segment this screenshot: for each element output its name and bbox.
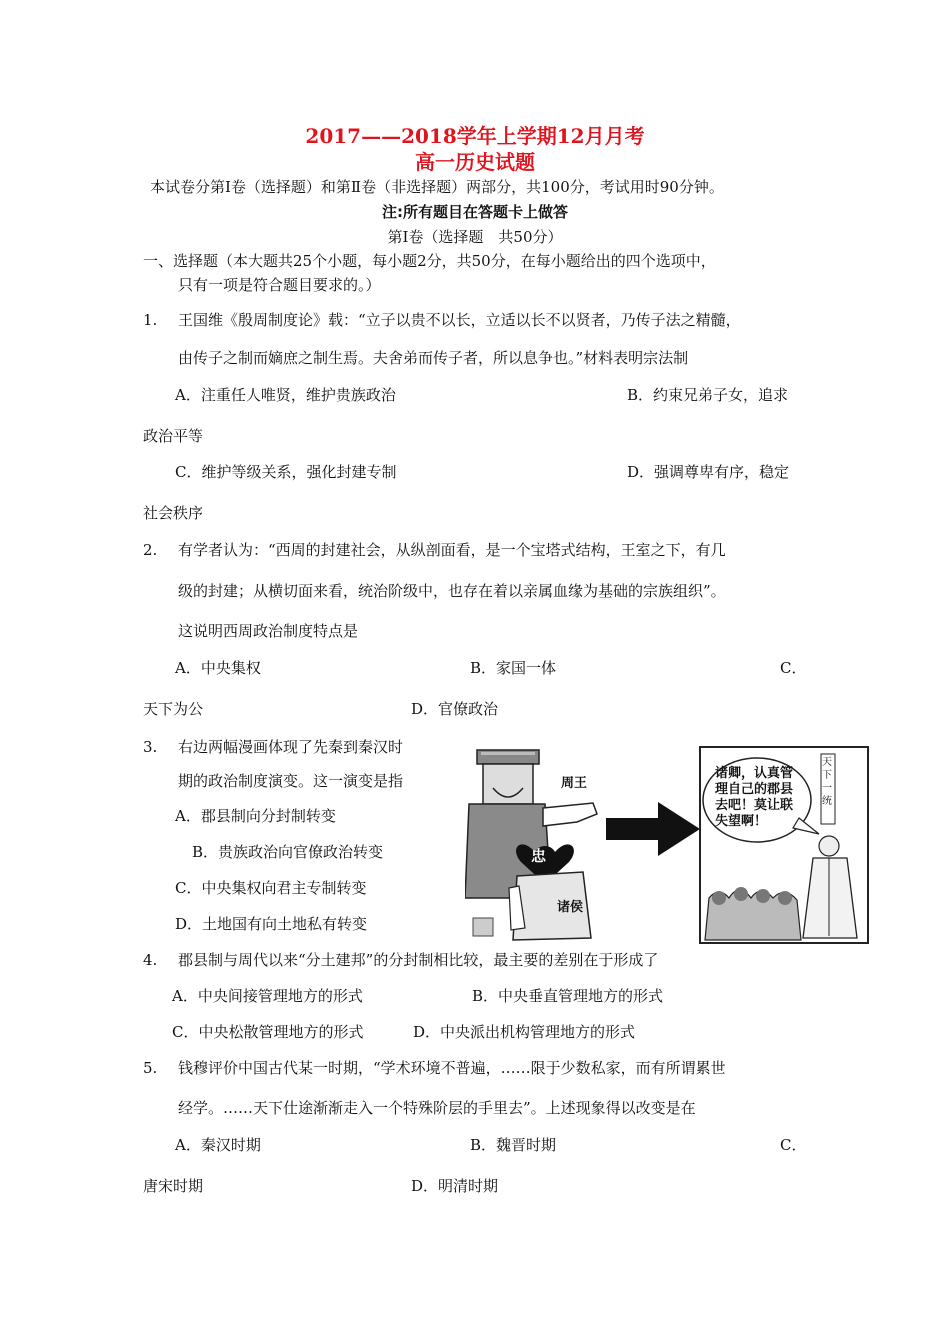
q2-option-d[interactable]: D．官僚政治 — [411, 700, 499, 718]
q1-number: 1. — [143, 311, 158, 329]
q1-option-a[interactable]: A．注重任人唯贤，维护贵族政治 — [175, 386, 396, 404]
q1-option-b[interactable]: B．约束兄弟子女，追求 — [627, 386, 789, 404]
q1-option-b-continued: 政治平等 — [143, 427, 204, 445]
q2-stem-line-1: 有学者认为：“西周的封建社会，从纵剖面看，是一个宝塔式结构，王室之下，有几 — [178, 541, 726, 559]
q2-option-a[interactable]: A．中央集权 — [175, 659, 261, 677]
q4-option-b[interactable]: B．中央垂直管理地方的形式 — [472, 987, 664, 1005]
cartoon-speech-line-1: 诸卿，认真管 — [715, 766, 794, 781]
q5-option-a[interactable]: A．秦汉时期 — [175, 1136, 261, 1154]
q3-option-c[interactable]: C．中央集权向君主专制转变 — [175, 879, 367, 897]
cartoon-speech-line-4: 失望啊！ — [715, 814, 768, 829]
cartoon-right-panel — [699, 746, 869, 944]
cartoon-speech-line-3: 去吧！莫让联 — [715, 798, 794, 813]
q1-stem-line-2: 由传子之制而嫡庶之制生焉。夫舍弟而传子者，所以息争也。”材料表明宗法制 — [178, 349, 689, 367]
q3-number: 3. — [143, 738, 158, 756]
q2-option-c[interactable]: C． — [780, 659, 807, 677]
q5-number: 5. — [143, 1059, 158, 1077]
q3-option-d[interactable]: D．土地国有向土地私有转变 — [175, 915, 368, 933]
q2-option-c-continued: 天下为公 — [143, 700, 204, 718]
cartoon-arrow-icon — [606, 800, 702, 858]
q4-option-a[interactable]: A．中央间接管理地方的形式 — [172, 987, 363, 1005]
q3-option-a[interactable]: A．郡县制向分封制转变 — [175, 807, 336, 825]
q4-stem-line-1: 郡县制与周代以来“分土建邦”的分封制相比较，最主要的差别在于形成了 — [178, 951, 659, 969]
exam-note: 注:所有题目在答题卡上做答 — [382, 203, 568, 221]
q1-option-d-continued: 社会秩序 — [143, 504, 204, 522]
cartoon-banner-text: 天下一统 — [822, 757, 832, 807]
exam-subtitle: 高一历史试题 — [415, 150, 535, 174]
q2-stem-line-3: 这说明西周政治制度特点是 — [178, 622, 359, 640]
q3-stem-line-2: 期的政治制度演变。这一演变是指 — [178, 772, 404, 790]
cartoon-speech-line-2: 理自己的郡县 — [715, 782, 794, 797]
q1-option-c[interactable]: C．维护等级关系，强化封建专制 — [175, 463, 397, 481]
q4-number: 4. — [143, 951, 158, 969]
exam-title: 2017——2018学年上学期12月月考 — [305, 124, 645, 148]
q5-stem-line-1: 钱穆评价中国古代某一时期，“学术环境不普遍，……限于少数私家，而有所谓累世 — [178, 1059, 726, 1077]
q5-stem-line-2: 经学。……天下仕途渐渐走入一个特殊阶层的手里去”。上述现象得以改变是在 — [178, 1099, 696, 1117]
cartoon-king-label: 周王 — [561, 776, 588, 791]
q3-option-b[interactable]: B．贵族政治向官僚政治转变 — [192, 843, 384, 861]
exam-intro: 本试卷分第Ⅰ卷（选择题）和第Ⅱ卷（非选择题）两部分，共100分，考试用时90分钟。 — [150, 178, 724, 196]
q3-stem-line-1: 右边两幅漫画体现了先秦到秦汉时 — [178, 738, 404, 756]
instructions-line-1: 一、选择题（本大题共25个小题，每小题2分，共50分，在每小题给出的四个选项中， — [143, 252, 716, 270]
q5-option-c-continued: 唐宋时期 — [143, 1177, 204, 1195]
q1-option-d[interactable]: D．强调尊卑有序，稳定 — [627, 463, 790, 481]
q5-option-d[interactable]: D．明清时期 — [411, 1177, 499, 1195]
q2-option-b[interactable]: B．家国一体 — [470, 659, 557, 677]
q5-option-b[interactable]: B．魏晋时期 — [470, 1136, 557, 1154]
q5-option-c[interactable]: C． — [780, 1136, 807, 1154]
q4-option-c[interactable]: C．中央松散管理地方的形式 — [172, 1023, 364, 1041]
section-heading: 第Ⅰ卷（选择题 共50分） — [387, 228, 563, 246]
q1-stem-line-1: 王国维《殷周制度论》载：“立子以贵不以长，立适以长不以贤者，乃传子法之精髓， — [178, 311, 741, 329]
cartoon-heart-label: 忠 — [531, 847, 547, 865]
cartoon-left-panel — [465, 748, 615, 944]
q4-option-d[interactable]: D．中央派出机构管理地方的形式 — [413, 1023, 636, 1041]
cartoon-lords-label: 诸侯 — [557, 900, 584, 915]
q2-stem-line-2: 级的封建；从横切面来看，统治阶级中，也存在着以亲属血缘为基础的宗族组织”。 — [178, 582, 726, 600]
instructions-line-2: 只有一项是符合题目要求的。） — [178, 276, 381, 294]
q2-number: 2. — [143, 541, 158, 559]
